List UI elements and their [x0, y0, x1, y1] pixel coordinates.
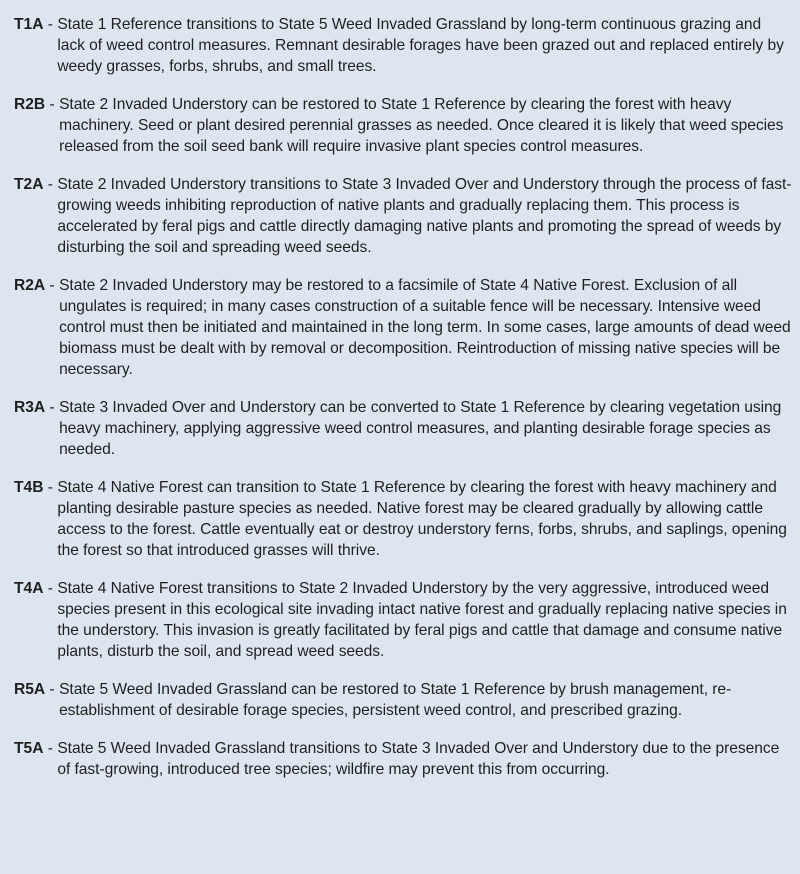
code-separator: - [43, 580, 58, 597]
transition-code: T5A [14, 740, 44, 757]
transition-description: State 4 Native Forest transitions to State 2 Invaded Understory by the very aggressive, introduced weed species present in this ecological site invading intact native forest and gradually replacing native species in the understory. This invasion is greatly facilitated by feral pigs and cattle that damage and consume native plants, disturb the soil, and spread weed seeds. [57, 580, 787, 660]
transition-code: R2A [14, 277, 46, 294]
code-separator: - [45, 681, 60, 698]
transition-code: T1A [14, 16, 44, 33]
transition-description: State 2 Invaded Understory transitions to State 3 Invaded Over and Understory through the process of fast-growing weeds inhibiting reproduction of native plants and gradually replacing them. This process is accelerated by feral pigs and cattle directly damaging native plants and promoting the spread of weeds by disturbing the soil and spreading weed seeds. [57, 176, 792, 256]
transition-code: T4B [14, 479, 44, 496]
transition-description: State 2 Invaded Understory can be restored to State 1 Reference by clearing the forest with heavy machinery. Seed or plant desired perennial grasses as needed. Once cleared it is likely that weed species released from the soil seed bank will require invasive plant species control measures. [59, 96, 784, 155]
transition-entry-t4b [14, 477, 792, 561]
transition-description: State 1 Reference transitions to State 5 Weed Invaded Grassland by long-term continuous grazing and lack of weed control measures. Remnant desirable forages have been grazed out and replaced entirely by weedy grasses, forbs, shrubs, and small trees. [57, 16, 784, 75]
transition-code: R2B [14, 96, 46, 113]
code-separator: - [43, 16, 58, 33]
transition-description: State 3 Invaded Over and Understory can be converted to State 1 Reference by clearing vegetation using heavy machinery, applying aggressive weed control measures, and planting desirable forage species as needed. [59, 399, 782, 458]
transition-entry-t5a [14, 738, 792, 780]
code-separator: - [43, 176, 58, 193]
transition-entry-r5a [14, 679, 792, 721]
transition-code: R3A [14, 399, 46, 416]
transition-description: State 4 Native Forest can transition to State 1 Reference by clearing the forest with heavy machinery and planting desirable pasture species as needed. Native forest may be cleared gradually by allowing cattle access to the forest. Cattle eventually eat or destroy understory ferns, forbs, shrubs, and saplings, opening the forest so that introduced grasses will thrive. [57, 479, 787, 559]
code-separator: - [43, 479, 58, 496]
transition-code: T4A [14, 580, 44, 597]
transition-entry-r2b [14, 94, 792, 157]
transition-description: State 5 Weed Invaded Grassland transitions to State 3 Invaded Over and Understory due to the presence of fast-growing, introduced tree species; wildfire may prevent this from occurring. [57, 740, 780, 778]
transition-code: T2A [14, 176, 44, 193]
transition-description: State 2 Invaded Understory may be restored to a facsimile of State 4 Native Forest. Exclusion of all ungulates is required; in many cases construction of a suitable fence will be necessary. Intensive weed control must then be initiated and maintained in the long term. In some cases, large amounts of dead weed biomass must be dealt with by removal or decomposition. Reintroduction of missing native species will be necessary. [59, 277, 791, 378]
transition-description: State 5 Weed Invaded Grassland can be restored to State 1 Reference by brush management, re-establishment of desirable forage species, persistent weed control, and prescribed grazing. [59, 681, 732, 719]
transition-entry-t4a [14, 578, 792, 662]
transition-entry-r2a [14, 275, 792, 380]
code-separator: - [45, 277, 60, 294]
transition-entry-t2a [14, 174, 792, 258]
transition-code: R5A [14, 681, 46, 698]
code-separator: - [45, 96, 60, 113]
code-separator: - [43, 740, 58, 757]
transition-entry-r3a [14, 397, 792, 460]
transition-entry-t1a [14, 14, 792, 77]
code-separator: - [45, 399, 60, 416]
